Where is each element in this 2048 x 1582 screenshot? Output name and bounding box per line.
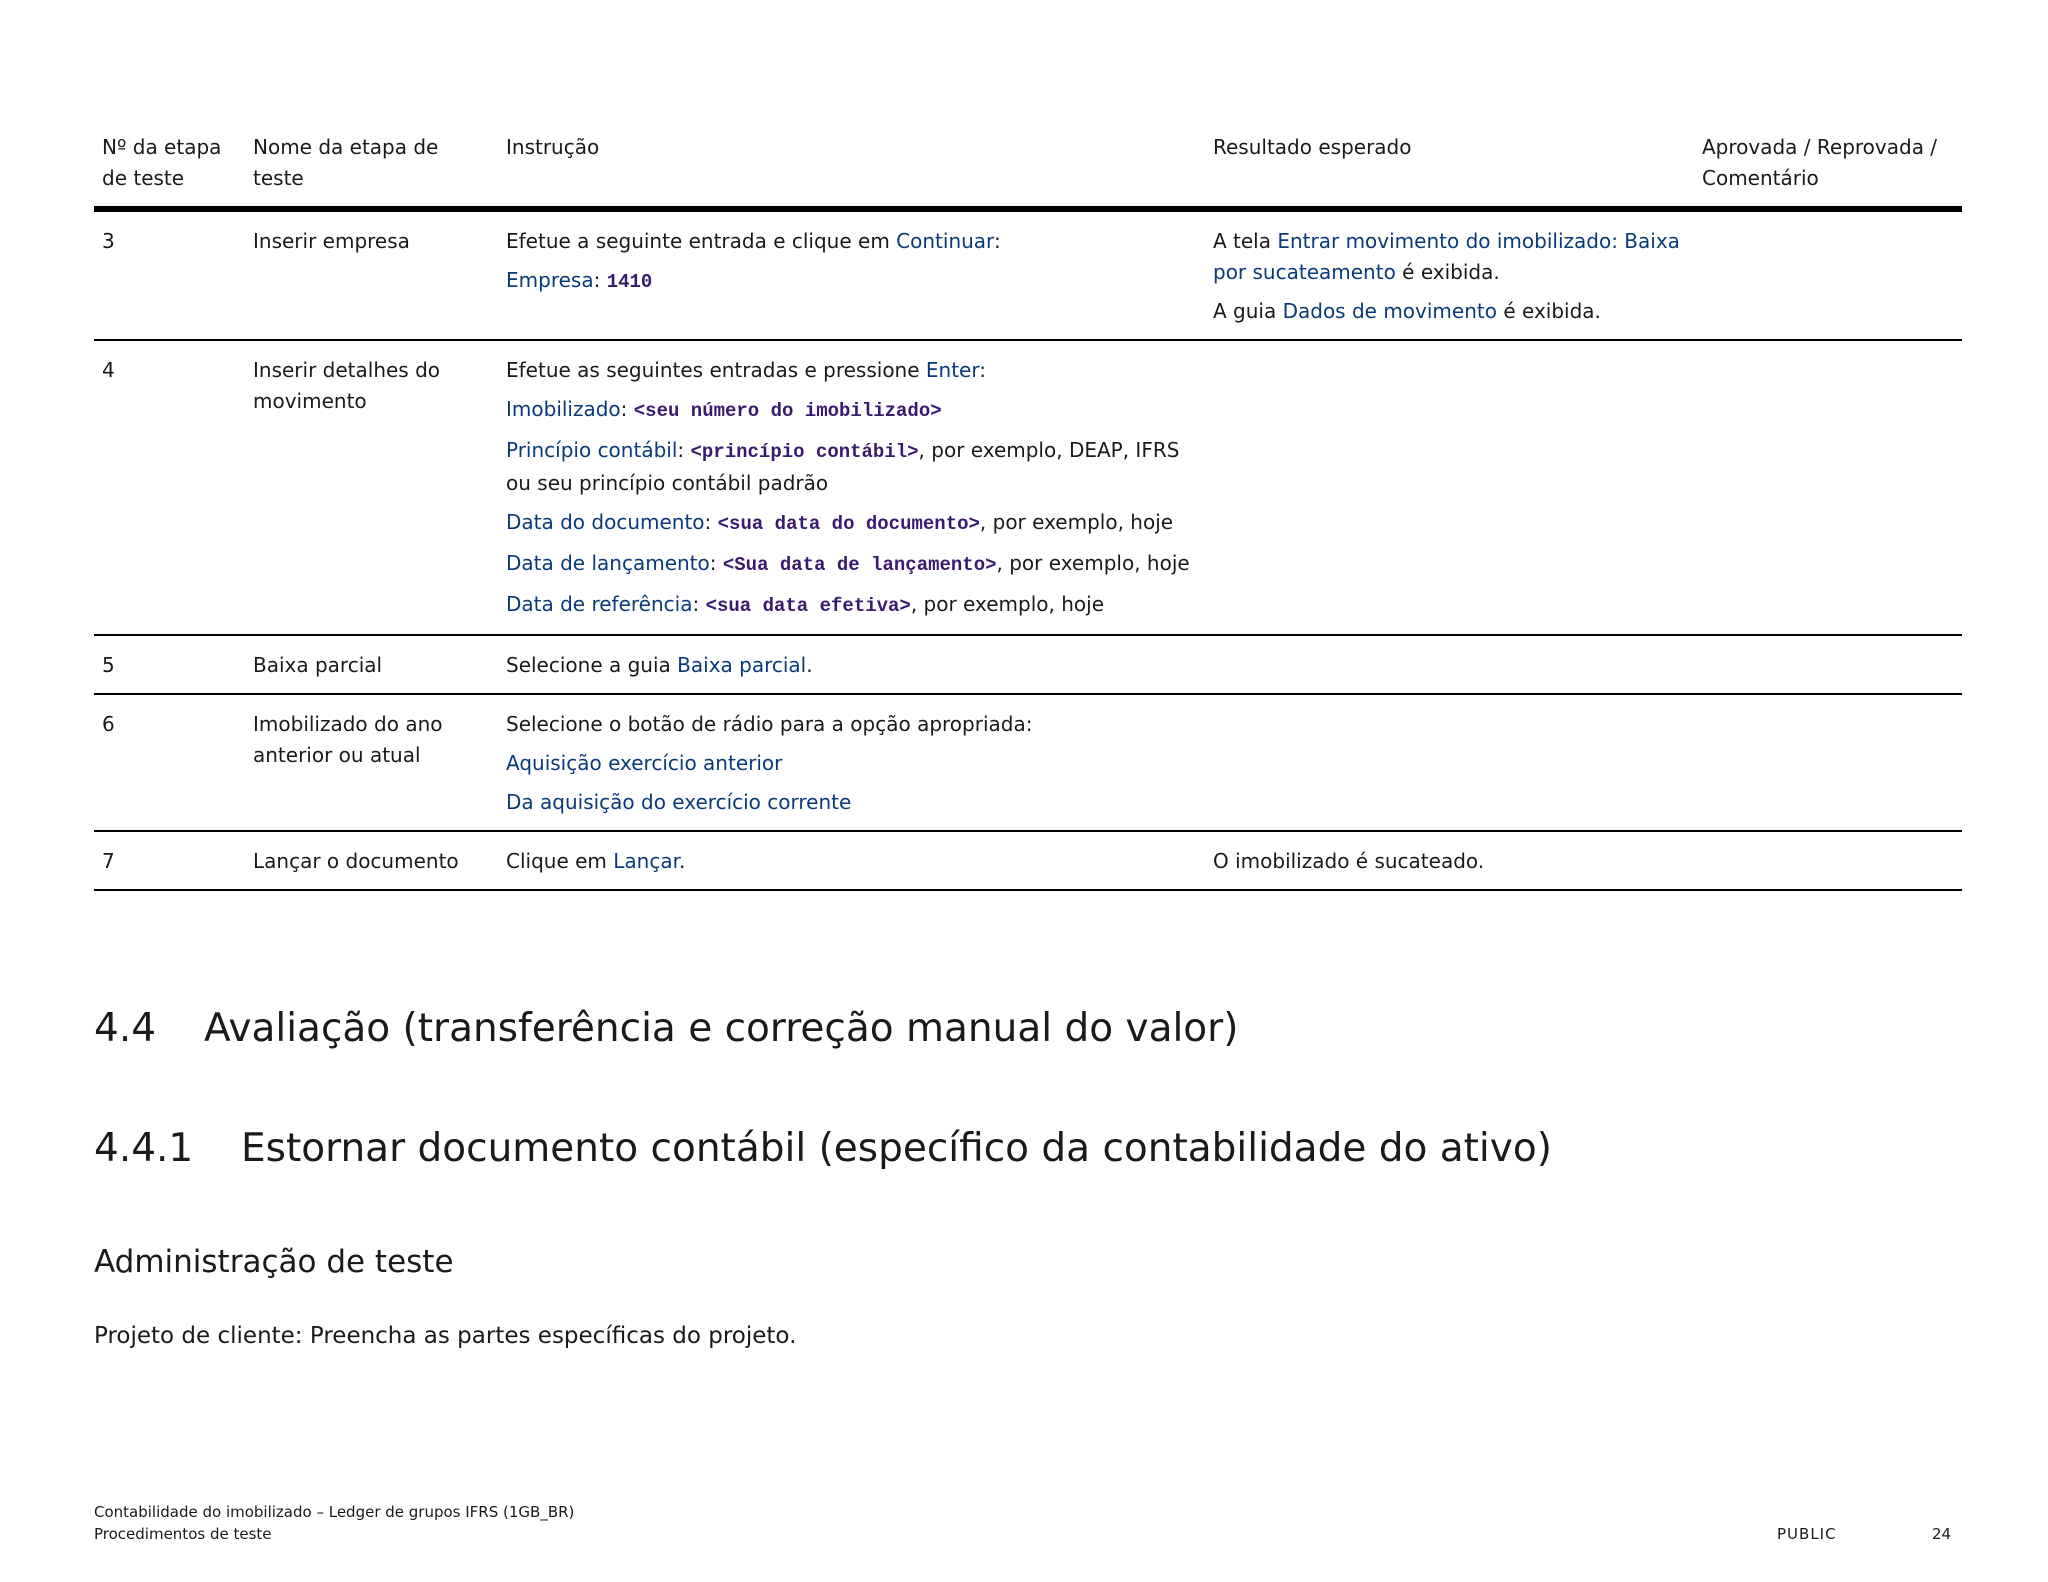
step-number-cell: 3	[94, 209, 245, 340]
instruction-text: Efetue a seguinte entrada e clique em	[506, 229, 897, 253]
pass-fail-comment-cell	[1694, 635, 1962, 694]
subsection-heading	[94, 1124, 1552, 1174]
table-row	[94, 209, 1962, 340]
step-name-cell: Lançar o documento	[245, 831, 498, 890]
instruction-text: A tela	[1213, 229, 1278, 253]
page-number: 24	[1932, 1525, 1952, 1543]
expected-result-cell	[1205, 831, 1694, 890]
instruction-text: é exibida.	[1496, 299, 1601, 323]
step-number-cell: 6	[94, 694, 245, 831]
result-line	[1213, 226, 1686, 288]
instruction-line	[506, 589, 1197, 622]
table-row	[94, 340, 1962, 635]
instruction-line	[506, 226, 1197, 257]
header-instruction: Instrução	[498, 128, 1205, 209]
ui-element-reference: Enter	[925, 358, 980, 382]
ui-element-reference: Empresa	[506, 268, 594, 292]
instruction-text: :	[620, 397, 634, 421]
instruction-text: Selecione a guia	[506, 653, 678, 677]
instruction-text: Clique em	[506, 849, 614, 873]
result-line	[1213, 846, 1686, 877]
instruction-text: :	[704, 510, 718, 534]
section-title: Avaliação (transferência e correção manual do valor)	[204, 1006, 1239, 1051]
ui-element-reference: Data do documento	[506, 510, 705, 534]
step-name-cell: Inserir empresa	[245, 209, 498, 340]
input-value: <sua data do documento>	[717, 513, 980, 535]
ui-element-reference: Continuar	[896, 229, 994, 253]
instruction-cell	[498, 340, 1205, 635]
instruction-line	[506, 265, 1197, 298]
instruction-line	[506, 846, 1197, 877]
step-number-cell: 7	[94, 831, 245, 890]
instruction-line	[506, 355, 1197, 386]
ui-element-reference: Lançar	[613, 849, 679, 873]
table-row	[94, 694, 1962, 831]
footer-document-info	[94, 1501, 574, 1545]
instruction-text: O imobilizado é sucateado.	[1213, 849, 1485, 873]
ui-element-reference: Data de referência	[506, 592, 693, 616]
input-value: <seu número do imobilizado>	[633, 400, 942, 422]
table-row	[94, 831, 1962, 890]
table-header-row	[94, 128, 1962, 209]
instruction-text: , por exemplo, DEAP, IFRS ou seu princípio contábil padrão	[506, 438, 1180, 495]
instruction-text: :	[979, 358, 986, 382]
header-pass-fail-comment: Aprovada / Reprovada / Comentário	[1694, 128, 1962, 209]
footer-classification: PUBLIC	[1777, 1525, 1837, 1543]
instruction-line	[506, 787, 1197, 818]
instruction-text: :	[593, 268, 607, 292]
subsection-title: Estornar documento contábil (específico da contabilidade do ativo)	[241, 1126, 1552, 1171]
header-step-number: Nº da etapa de teste	[94, 128, 245, 209]
instruction-text: é exibida.	[1395, 260, 1500, 284]
step-name-cell: Baixa parcial	[245, 635, 498, 694]
ui-element-reference: Imobilizado	[506, 397, 621, 421]
expected-result-cell	[1205, 635, 1694, 694]
table-row	[94, 635, 1962, 694]
instruction-line	[506, 507, 1197, 540]
ui-element-reference: Data de lançamento	[506, 551, 710, 575]
section-heading	[94, 1004, 1238, 1054]
section-number: 4.4	[94, 1006, 157, 1051]
expected-result-cell	[1205, 209, 1694, 340]
expected-result-cell	[1205, 694, 1694, 831]
instruction-cell	[498, 831, 1205, 890]
admin-heading: Administração de teste	[94, 1244, 454, 1280]
ui-element-reference: Princípio contábil	[506, 438, 678, 462]
ui-element-reference: Aquisição exercício anterior	[506, 751, 783, 775]
step-number-cell: 4	[94, 340, 245, 635]
footer-subtitle: Procedimentos de teste	[94, 1525, 272, 1543]
instruction-text: :	[709, 551, 723, 575]
header-step-name: Nome da etapa de teste	[245, 128, 498, 209]
admin-paragraph: Projeto de cliente: Preencha as partes específicas do projeto.	[94, 1323, 797, 1349]
instruction-text: Selecione o botão de rádio para a opção apropriada:	[506, 712, 1033, 736]
instruction-line	[506, 394, 1197, 427]
table-body	[94, 209, 1962, 890]
input-value: 1410	[606, 271, 653, 293]
input-value: <princípio contábil>	[690, 441, 919, 463]
pass-fail-comment-cell	[1694, 209, 1962, 340]
result-line	[1213, 296, 1686, 327]
instruction-text: A guia	[1213, 299, 1283, 323]
input-value: <sua data efetiva>	[705, 595, 911, 617]
instruction-line	[506, 650, 1197, 681]
step-name-cell: Imobilizado do ano anterior ou atual	[245, 694, 498, 831]
ui-element-reference: Baixa parcial	[677, 653, 807, 677]
ui-element-reference: Da aquisição do exercício corrente	[506, 790, 852, 814]
pass-fail-comment-cell	[1694, 831, 1962, 890]
instruction-text: :	[677, 438, 691, 462]
ui-element-reference: Entrar movimento do imobilizado: Baixa por sucateamento	[1213, 229, 1680, 284]
pass-fail-comment-cell	[1694, 694, 1962, 831]
footer-title: Contabilidade do imobilizado – Ledger de grupos IFRS (1GB_BR)	[94, 1503, 575, 1521]
step-name-cell: Inserir detalhes do movimento	[245, 340, 498, 635]
step-number-cell: 5	[94, 635, 245, 694]
instruction-text: , por exemplo, hoje	[910, 592, 1104, 616]
instruction-text: :	[692, 592, 706, 616]
subsection-number: 4.4.1	[94, 1126, 194, 1171]
instruction-text: Efetue as seguintes entradas e pressione	[506, 358, 926, 382]
pass-fail-comment-cell	[1694, 340, 1962, 635]
instruction-text: , por exemplo, hoje	[996, 551, 1190, 575]
instruction-cell	[498, 635, 1205, 694]
header-expected-result: Resultado esperado	[1205, 128, 1694, 209]
instruction-line	[506, 548, 1197, 581]
instruction-line	[506, 709, 1197, 740]
expected-result-cell	[1205, 340, 1694, 635]
instruction-cell	[498, 694, 1205, 831]
instruction-line	[506, 435, 1197, 499]
instruction-text: , por exemplo, hoje	[979, 510, 1174, 534]
instruction-text: .	[678, 849, 686, 873]
ui-element-reference: Dados de movimento	[1282, 299, 1497, 323]
instruction-text: :	[993, 229, 1001, 253]
instruction-line	[506, 748, 1197, 779]
instruction-text: .	[806, 653, 813, 677]
input-value: <Sua data de lançamento>	[722, 554, 997, 576]
test-steps-table	[94, 128, 1962, 891]
instruction-cell	[498, 209, 1205, 340]
